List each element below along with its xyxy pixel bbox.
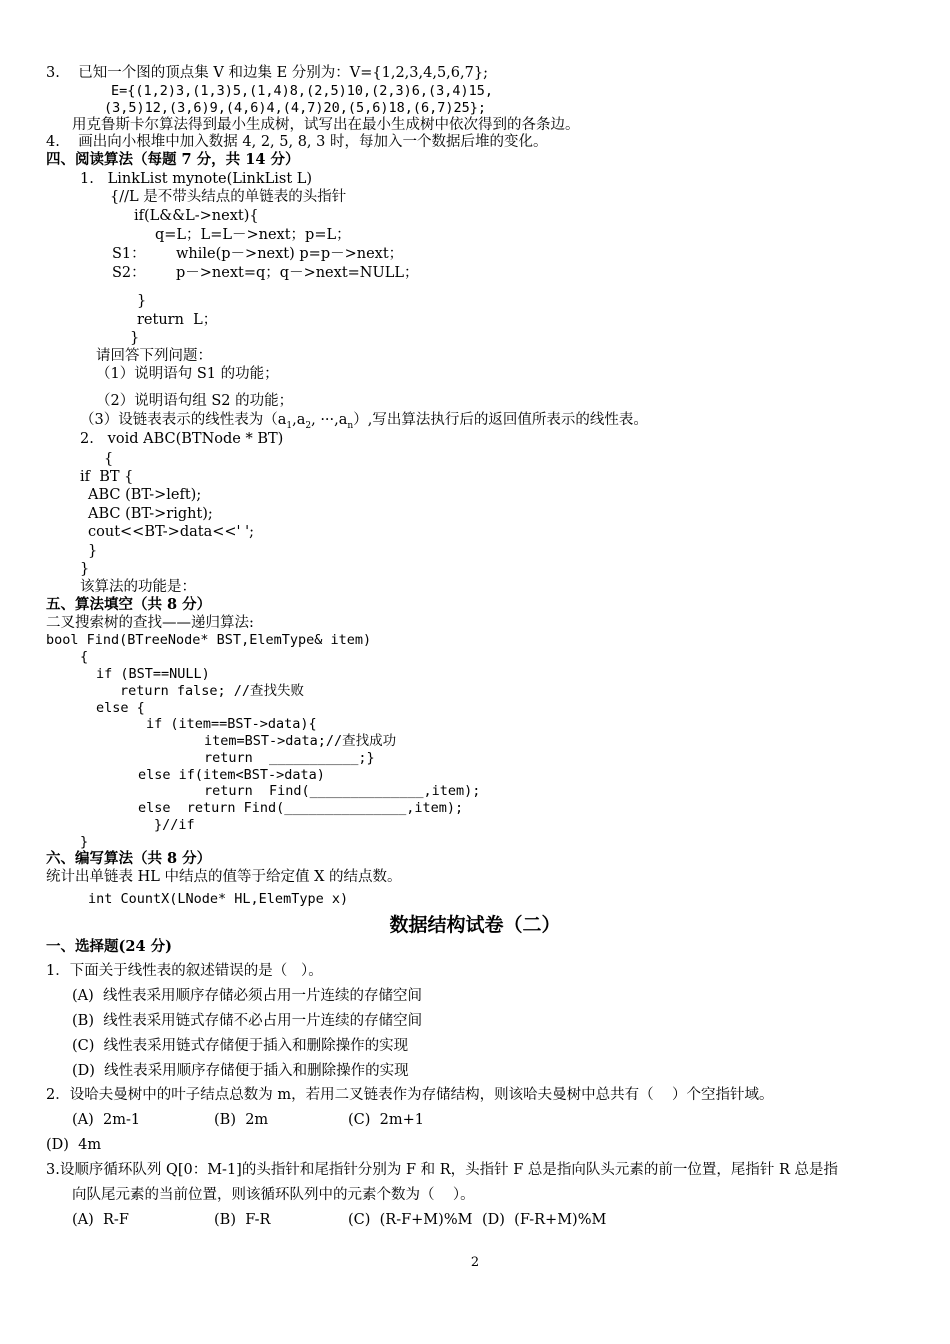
section4-heading: 四、阅读算法（每题 7 分，共 14 分） bbox=[46, 151, 300, 168]
p2-line3: if BT { bbox=[80, 469, 134, 485]
s6-code: int CountX(LNode* HL,ElemType x) bbox=[88, 891, 349, 907]
exam2-title: 数据结构试卷（二） bbox=[389, 914, 561, 936]
s5-code-line1: bool Find(BTreeNode* BST,ElemType& item) bbox=[46, 632, 372, 648]
p1-line1: 1. LinkList mynote(LinkList L) bbox=[80, 171, 313, 187]
q3-vertex-set: 3. 已知一个图的顶点集 V 和边集 E 分别为：V={1,2,3,4,5,6,7}; bbox=[46, 65, 488, 81]
s5-description: 二叉搜索树的查找——递归算法: bbox=[46, 615, 254, 631]
p1-question3: （3）设链表表示的线性表为（$a_1,a_2$, $\cdot\cdot\cdot,a_n$）,写出算法执行后的返回值所表示的线性表。 bbox=[80, 412, 648, 431]
s6-description: 统计出单链表 HL 中结点的值等于给定值 X 的结点数。 bbox=[46, 869, 402, 885]
p1-label-s2: S2： bbox=[112, 265, 146, 281]
p1-questions-intro: 请回答下列问题： bbox=[96, 348, 212, 364]
s5-code-line12: }//if bbox=[154, 817, 195, 833]
q3-edge-set-line1: E={(1,2)3,(1,3)5,(1,4)8,(2,5)10,(2,3)6,(3,4)15, bbox=[111, 83, 494, 99]
exam2-q3-line1: 3.设顺序循环队列 Q[0：M-1]的头指针和尾指针分别为 F 和 R，头指针 F 总是指向队头元素的前一位置，尾指针 R 总是指 bbox=[46, 1162, 839, 1178]
s5-code-line3: if (BST==NULL) bbox=[96, 666, 210, 682]
s5-code-line5: else { bbox=[96, 700, 145, 716]
p2-line1: 2. void ABC(BTNode * BT) bbox=[80, 431, 284, 447]
s5-code-line8: return ___________;} bbox=[204, 750, 375, 766]
s5-code-line2: { bbox=[80, 649, 89, 665]
exam2-q1: 1．下面关于线性表的叙述错误的是（ ）。 bbox=[46, 963, 323, 979]
q3-instruction: 用克鲁斯卡尔算法得到最小生成树，试写出在最小生成树中依次得到的各条边。 bbox=[72, 117, 580, 133]
s5-code-line7: item=BST->data;//查找成功 bbox=[204, 733, 397, 749]
p2-line5: ABC (BT->right); bbox=[88, 506, 213, 522]
p1-line3: if(L&&L->next){ bbox=[134, 208, 259, 224]
p2-question: 该算法的功能是： bbox=[80, 579, 196, 595]
exam2-q2-option-d: (D) 4m bbox=[46, 1137, 102, 1153]
exam2-q3-option-a: (A) R-F bbox=[72, 1212, 129, 1228]
s5-code-line6: if (item==BST->data){ bbox=[146, 716, 317, 732]
q3-edge-set-line2: (3,5)12,(3,6)9,(4,6)4,(4,7)20,(5,6)18,(6,7)25}; bbox=[104, 100, 487, 116]
exam2-q2-option-a: (A) 2m-1 bbox=[72, 1112, 141, 1128]
p1-line8: return L； bbox=[137, 312, 218, 328]
p1-line6: p－>next=q；q－>next=NULL； bbox=[176, 265, 419, 281]
exam2-q1-option-d: (D) 线性表采用顺序存储便于插入和删除操作的实现 bbox=[72, 1063, 409, 1079]
exam2-q3-line2: 向队尾元素的当前位置，则该循环队列中的元素个数为（ ）。 bbox=[72, 1187, 475, 1203]
s5-code-line13: } bbox=[80, 834, 89, 850]
p2-line2: { bbox=[104, 451, 114, 467]
exam2-q3-option-b: (B) F-R bbox=[214, 1212, 271, 1228]
exam2-q3-option-d: (D) (F-R+M)%M bbox=[482, 1212, 607, 1228]
q4-heap: 4. 画出向小根堆中加入数据 4, 2, 5, 8, 3 时，每加入一个数据后堆的变化。 bbox=[46, 134, 548, 150]
page-number: 2 bbox=[470, 1255, 480, 1270]
s5-code-line4: return false; //查找失败 bbox=[120, 683, 305, 699]
exam2-q2-option-b: (B) 2m bbox=[214, 1112, 269, 1128]
p2-line7: } bbox=[88, 543, 98, 559]
exam2-q1-option-b: (B) 线性表采用链式存储不必占用一片连续的存储空间 bbox=[72, 1013, 423, 1029]
p1-line4: q=L；L=L－>next；p=L； bbox=[155, 227, 351, 243]
exam2-section1-heading: 一、选择题(24 分) bbox=[46, 938, 172, 955]
exam2-q1-option-a: (A) 线性表采用顺序存储必须占用一片连续的存储空间 bbox=[72, 988, 423, 1004]
exam2-q2: 2．设哈夫曼树中的叶子结点总数为 m，若用二叉链表作为存储结构，则该哈夫曼树中总共有（ ）个空指针域。 bbox=[46, 1087, 774, 1103]
p2-line8: } bbox=[80, 561, 90, 577]
p1-label-s1: S1： bbox=[112, 246, 146, 262]
section6-heading: 六、编写算法（共 8 分） bbox=[46, 850, 212, 867]
p1-line9: } bbox=[130, 330, 140, 346]
p2-line4: ABC (BT->left); bbox=[88, 487, 202, 503]
p1-line2: {//L 是不带头结点的单链表的头指针 bbox=[110, 189, 347, 205]
section5-heading: 五、算法填空（共 8 分） bbox=[46, 596, 212, 613]
p1-question1: （1）说明语句 S1 的功能； bbox=[96, 366, 279, 382]
p1-line5: while(p－>next) p=p－>next； bbox=[176, 246, 404, 262]
p1-question2: （2）说明语句组 S2 的功能； bbox=[96, 393, 294, 409]
exam2-q2-option-c: (C) 2m+1 bbox=[348, 1112, 424, 1128]
exam2-q3-option-c: (C) (R-F+M)%M bbox=[348, 1212, 473, 1228]
exam2-q1-option-c: (C) 线性表采用链式存储便于插入和删除操作的实现 bbox=[72, 1038, 409, 1054]
s5-code-line10: return Find(______________,item); bbox=[204, 783, 481, 799]
p1-line7: } bbox=[137, 293, 147, 309]
s5-code-line11: else return Find(_______________,item); bbox=[138, 800, 464, 816]
s5-code-line9: else if(item<BST->data) bbox=[138, 767, 325, 783]
p2-line6: cout<<BT->data<<' '; bbox=[88, 524, 254, 540]
